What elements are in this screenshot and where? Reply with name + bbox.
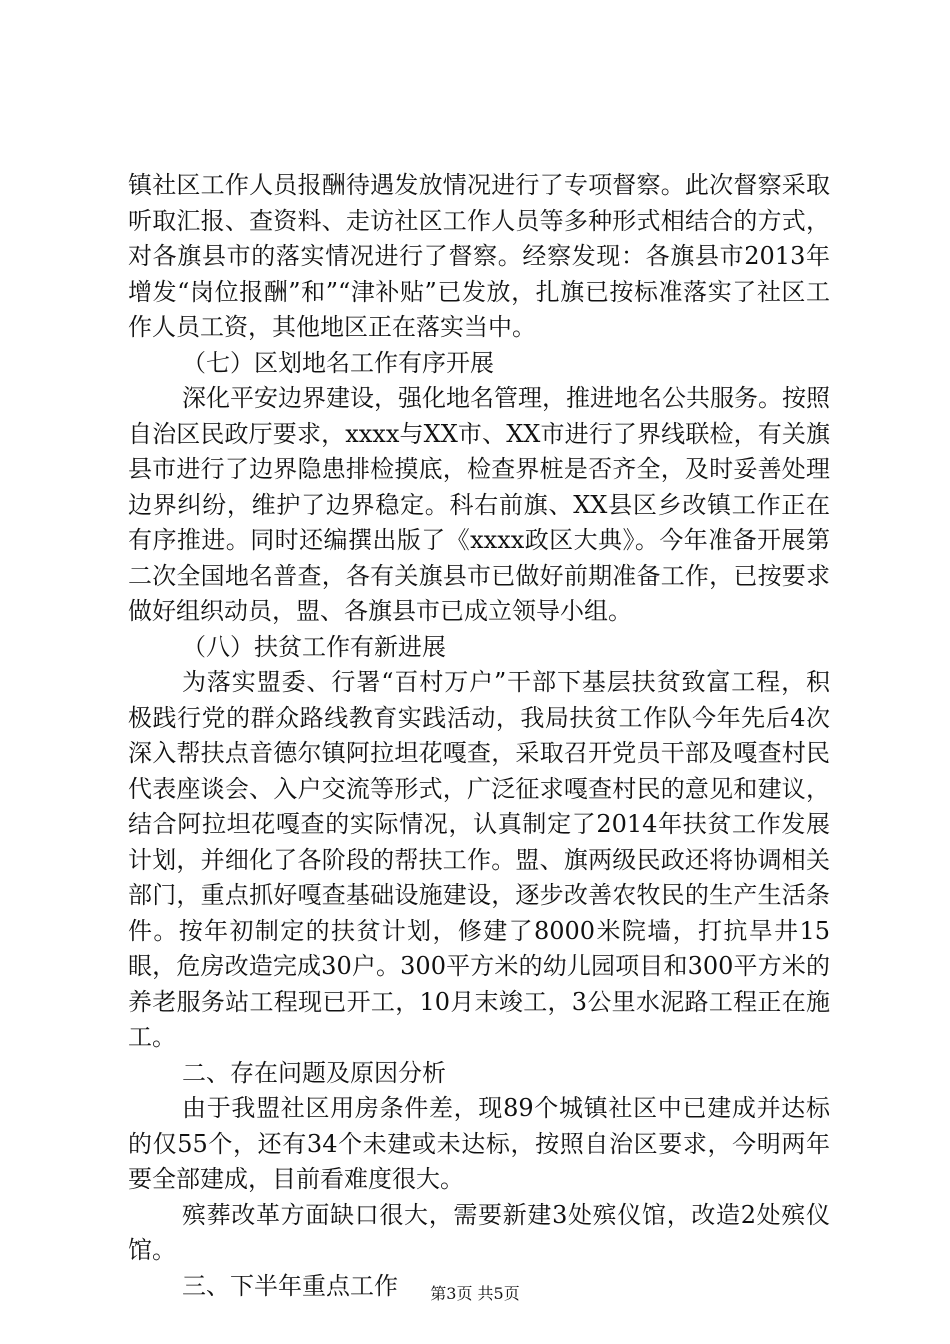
paragraph-community-housing: 由于我盟社区用房条件差，现89个城镇社区中已建成并达标的仅55个，还有34个未建或未达标，按照自治区要求，今明两年要全部建成，目前看难度很大。	[128, 1094, 830, 1193]
paragraph-boundary-placenames: 深化平安边界建设，强化地名管理，推进地名公共服务。按照自治区民政厅要求，xxxx与XX市、XX市进行了界线联检，有关旗县市进行了边界隐患排检摸底，检查界桩是否齐全，及时妥善处理边界纠纷，维护了边界稳定。科右前旗、XX县区乡改镇工作正在有序推进。同时还编撰出版了《xxxx政区大典》。今年准备开展第二次全国地名普查，各有关旗县市已做好前期准备工作，已按要求做好组织动员，盟、各旗县市已成立领导小组。	[128, 384, 830, 625]
section-heading-problems: 二、存在问题及原因分析	[182, 1058, 446, 1087]
section-heading-7: （七）区划地名工作有序开展	[182, 348, 494, 377]
paragraph-continuation: 镇社区工作人员报酬待遇发放情况进行了专项督察。此次督察采取听取汇报、查资料、走访社区工作人员等多种形式相结合的方式，对各旗县市的落实情况进行了督察。经察发现：各旗县市2013年增发“岗位报酬”和”“津补贴”已发放，扎旗已按标准落实了社区工作人员工资，其他地区正在落实当中。	[128, 171, 830, 341]
section-heading-next-half: 三、下半年重点工作	[182, 1271, 398, 1300]
paragraph-funeral-reform: 殡葬改革方面缺口很大，需要新建3处殡仪馆，改造2处殡仪馆。	[128, 1200, 830, 1264]
page-number-footer: 第3页 共5页	[430, 1284, 520, 1303]
paragraph-poverty-relief: 为落实盟委、行署“百村万户”干部下基层扶贫致富工程，积极践行党的群众路线教育实践活动，我局扶贫工作队今年先后4次深入帮扶点音德尔镇阿拉坦花嘎查，采取召开党员干部及嘎查村民代表座谈会、入户交流等形式，广泛征求嘎查村民的意见和建议，结合阿拉坦花嘎查的实际情况，认真制定了2014年扶贫工作发展计划，并细化了各阶段的帮扶工作。盟、旗两级民政还将协调相关部门，重点抓好嘎查基础设施建设，逐步改善农牧民的生产生活条件。按年初制定的扶贫计划，修建了8000米院墙，打抗旱井15眼，危房改造完成30户。300平方米的幼儿园项目和300平方米的养老服务站工程现已开工，10月末竣工，3公里水泥路工程正在施工。	[128, 668, 830, 1051]
document-body	[128, 168, 830, 1304]
section-heading-8: （八）扶贫工作有新进展	[182, 632, 446, 661]
